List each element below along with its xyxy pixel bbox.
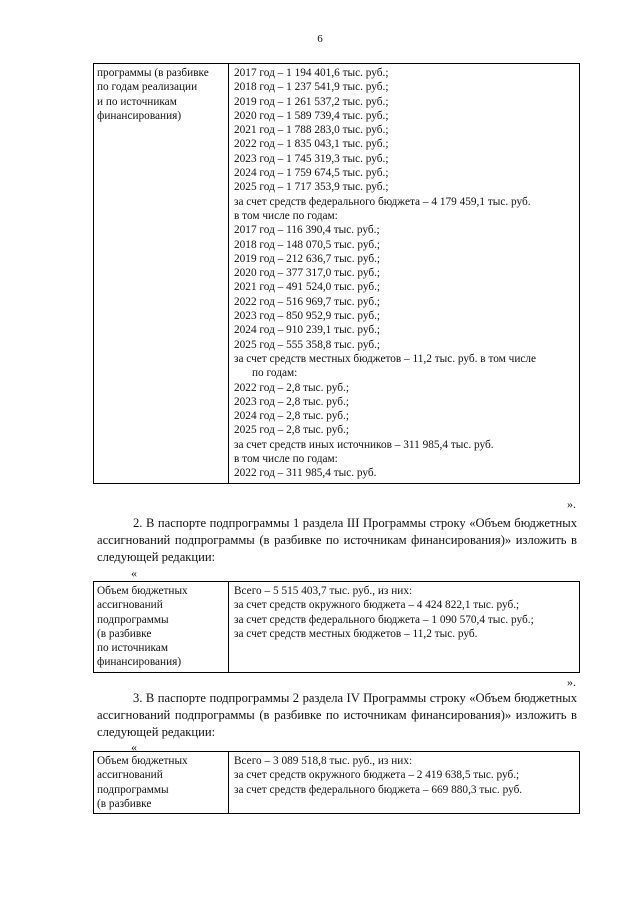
table1-value-line: 2022 год – 516 969,7 тыс. руб.; xyxy=(234,295,381,308)
table-row xyxy=(94,64,580,484)
table1-value-line: 2022 год – 2,8 тыс. руб.; xyxy=(234,381,349,394)
table1-value-line: 2021 год – 1 788 283,0 тыс. руб.; xyxy=(234,124,389,137)
table1-value-line: 2019 год – 1 261 537,2 тыс. руб.; xyxy=(234,95,389,108)
table2-label-line: по источникам xyxy=(97,642,168,655)
table1-value-line: 2024 год – 2,8 тыс. руб.; xyxy=(234,410,349,423)
table1-label-line: программы (в разбивке xyxy=(97,67,209,79)
table2-label-line: (в разбивке xyxy=(97,627,152,640)
table1-value-line: в том числе по годам: xyxy=(234,209,338,222)
table1-value-line: 2018 год – 1 237 541,9 тыс. руб.; xyxy=(234,81,389,94)
table2-value-line: за счет средств федерального бюджета – 1 090 570,4 тыс. руб.; xyxy=(234,613,534,626)
funding-table-3-container xyxy=(93,751,580,817)
table1-value-line: 2017 год – 116 390,4 тыс. руб.; xyxy=(234,224,380,237)
table1-value-line: 2025 год – 1 717 353,9 тыс. руб.; xyxy=(234,181,389,194)
paragraph-2-text: 2. В паспорте подпрограммы 1 раздела III Программы строку «Объем бюджетных ассигнований подпрограммы (в разбивке по источникам финансирования)» изложить в следующей редакции: xyxy=(97,516,577,564)
funding-table-3 xyxy=(93,751,580,814)
paragraph-2 xyxy=(97,515,577,566)
table1-value-line: по годам: xyxy=(252,367,298,380)
page-number: 6 xyxy=(317,33,323,45)
table2-label-line: ассигнований xyxy=(97,599,163,612)
table3-label-line: подпрограммы xyxy=(97,783,169,796)
table3-label-line: ассигнований xyxy=(97,769,163,782)
table-row xyxy=(94,582,580,673)
table2-label-line: финансирования) xyxy=(97,656,182,669)
table1-value-line: 2019 год – 212 636,7 тыс. руб.; xyxy=(234,252,381,265)
table3-value-line: за счет средств федерального бюджета – 669 880,3 тыс. руб. xyxy=(234,783,523,796)
table1-value-line: 2024 год – 1 759 674,5 тыс. руб.; xyxy=(234,167,389,180)
table1-value-line: 2025 год – 2,8 тыс. руб.; xyxy=(234,424,349,437)
table2-label-cell xyxy=(94,582,229,673)
table1-label-line: и по источникам xyxy=(97,95,177,108)
table-row xyxy=(94,752,580,814)
table1-value-line: за счет средств федерального бюджета – 4 179 459,1 тыс. руб. xyxy=(234,195,531,208)
table1-value-line: 2022 год – 1 835 043,1 тыс. руб.; xyxy=(234,138,389,151)
table1-label-line: финансирования) xyxy=(97,109,182,122)
table1-value-line: 2018 год – 148 070,5 тыс. руб.; xyxy=(234,238,381,251)
table1-value-line: 2022 год – 311 985,4 тыс. руб. xyxy=(234,467,377,480)
table3-value-line: за счет средств окружного бюджета – 2 419 638,5 тыс. руб.; xyxy=(234,769,520,782)
funding-table-2 xyxy=(93,581,580,673)
paragraph-3 xyxy=(97,690,577,741)
table3-value-line: Всего – 3 089 518,8 тыс. руб., из них: xyxy=(234,755,413,767)
table1-value-line: 2025 год – 555 358,8 тыс. руб.; xyxy=(234,338,381,351)
table1-label-cell xyxy=(94,64,229,484)
close-quote-2: ». xyxy=(567,675,576,689)
table2-value-line: за счет средств окружного бюджета – 4 424 822,1 тыс. руб.; xyxy=(234,599,520,612)
table2-value-line: Всего – 5 515 403,7 тыс. руб., из них: xyxy=(234,585,413,597)
paragraph-3-text: 3. В паспорте подпрограммы 2 раздела IV Программы строку «Объем бюджетных ассигнований подпрограммы (в разбивке по источникам финансирования)» изложить в следующей редакции: xyxy=(97,691,577,739)
table3-label-line: Объем бюджетных xyxy=(97,755,188,767)
table3-label-line: (в разбивке xyxy=(97,797,152,810)
table2-value-line: за счет средств местных бюджетов – 11,2 тыс. руб. xyxy=(234,627,478,640)
table1-value-line: 2023 год – 2,8 тыс. руб.; xyxy=(234,395,349,408)
close-quote-1: ». xyxy=(567,497,576,511)
table2-label-line: подпрограммы xyxy=(97,613,169,626)
table1-value-line: за счет средств местных бюджетов – 11,2 тыс. руб. в том числе xyxy=(234,352,537,365)
table2-value-cell xyxy=(229,582,580,673)
table1-value-line: 2023 год – 850 952,9 тыс. руб.; xyxy=(234,310,381,323)
table1-value-cell xyxy=(229,64,580,484)
table1-value-line: 2023 год – 1 745 319,3 тыс. руб.; xyxy=(234,152,389,165)
funding-table-1 xyxy=(93,63,580,484)
table1-value-line: 2020 год – 1 589 739,4 тыс. руб.; xyxy=(234,109,389,122)
table1-label-line: по годам реализации xyxy=(97,81,198,94)
table2-label-line: Объем бюджетных xyxy=(97,585,188,597)
table3-label-cell xyxy=(94,752,229,814)
open-quote-3: « xyxy=(131,740,137,754)
table1-value-line: в том числе по годам: xyxy=(234,453,338,466)
table1-value-line: 2021 год – 491 524,0 тыс. руб.; xyxy=(234,281,381,294)
table1-value-line: 2017 год – 1 194 401,6 тыс. руб.; xyxy=(234,67,389,79)
table3-value-cell xyxy=(229,752,580,814)
open-quote-2: « xyxy=(131,566,137,580)
table1-value-line: за счет средств иных источников – 311 985,4 тыс. руб. xyxy=(234,438,494,451)
table1-value-line: 2020 год – 377 317,0 тыс. руб.; xyxy=(234,267,381,280)
table1-value-line: 2024 год – 910 239,1 тыс. руб.; xyxy=(234,324,381,337)
